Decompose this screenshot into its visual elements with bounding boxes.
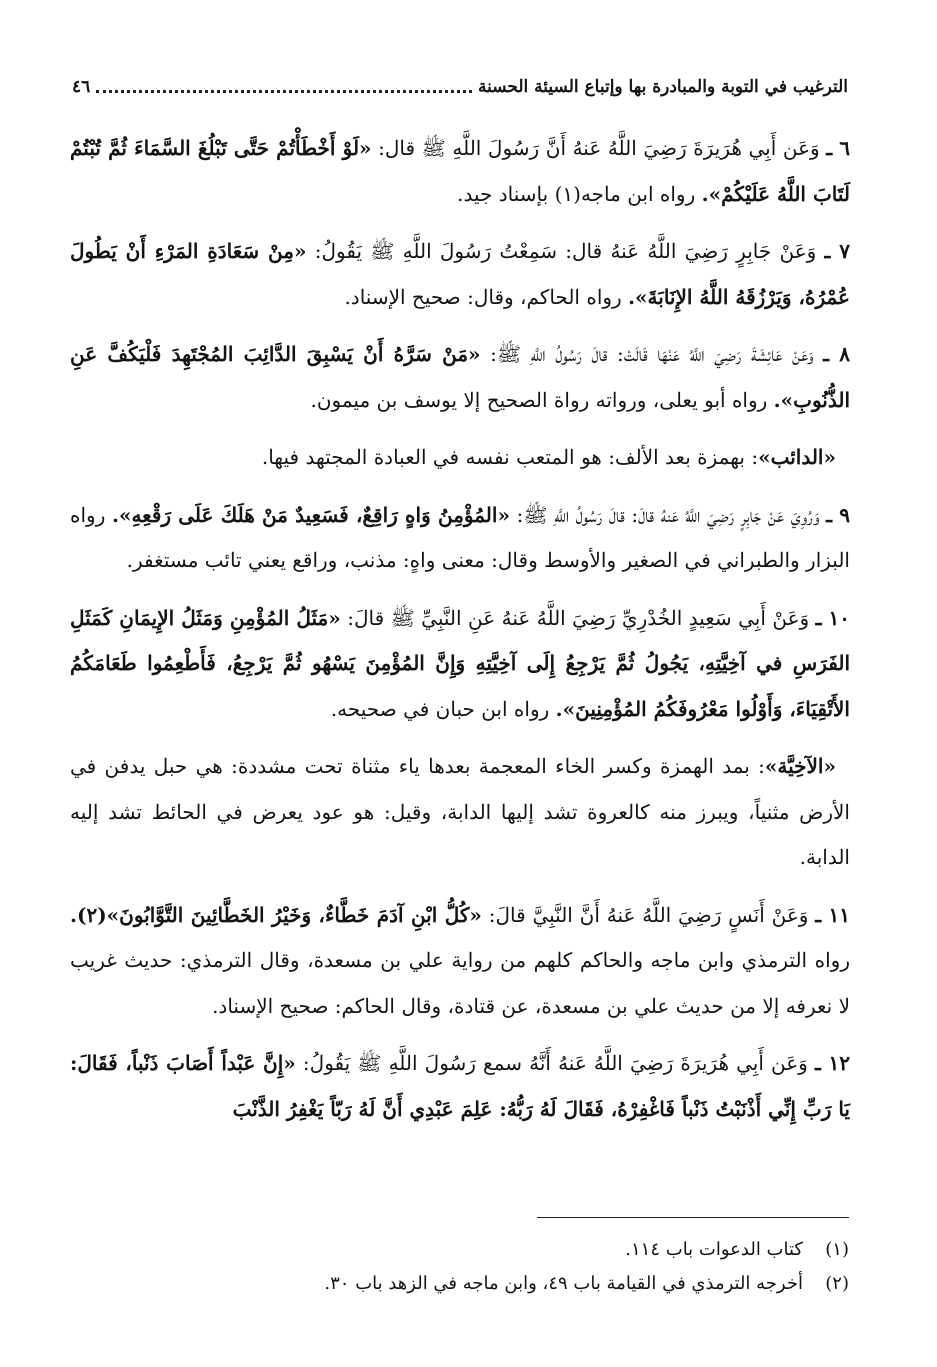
footnote-text: كتاب الدعوات باب ١١٤. xyxy=(625,1239,803,1260)
hadith-number: ٨ ـ xyxy=(823,342,851,366)
hadith-text: «مِنْ سَعَادَةِ المَرْءِ أَنْ يَطُولَ عُمْرُهُ، وَيَرْزُقَهُ اللَّهُ الإِنَابَةَ». xyxy=(70,239,850,309)
hadith-9 xyxy=(70,493,850,584)
hadith-number: ١٠ ـ xyxy=(815,605,851,630)
running-header xyxy=(72,72,848,102)
footnote-2 xyxy=(149,1267,849,1301)
hadith-number: ٩ ـ xyxy=(826,502,850,527)
hadith-source: رواه ابن حبان في صحيحه. xyxy=(330,696,550,721)
gloss-term: «الدائب» xyxy=(758,445,836,469)
footnote-marker: (١) xyxy=(825,1239,849,1260)
hadith-number: ٦ ـ xyxy=(826,136,851,160)
footnote-marker: (٢) xyxy=(825,1273,849,1294)
hadith-source: رواه البزار والطبراني في الصغير والأوسط وقال: معنى واهٍ: مذنب، وراقع يعني تائب مستغفر. xyxy=(70,502,850,572)
hadith-text: «مَثَلُ المُؤْمِنِ وَمَثَلُ الإِيمَانِ كَمَثَلِ الفَرَسِ في آخِيَّتِهِ، يَجُولُ ثُمَّ يَرْجِعُ إِلَى آخِيَّتِهِ وَإِنَّ المُؤْمِنَ يَسْهُو ثُمَّ يَرْجِعُ، فَأَطْعِمُوا طَعَامَكُمُ الأَتْقِيَاءَ، وَأَوْلُوا مَعْرُوفَكُمُ المُؤْمِنِينَ». xyxy=(70,605,850,721)
hadith-isnad: وَعَنْ أَبِي سَعِيدٍ الخُدْرِيِّ رَضِيَ اللَّهُ عَنهُ عَنِ النَّبِيِّ ﷺ قالَ: xyxy=(347,605,810,630)
hadith-6 xyxy=(70,126,850,217)
header-dot-leader xyxy=(96,90,472,93)
gloss-term: «الآخِيَّة» xyxy=(764,754,836,778)
footnote-text: أخرجه الترمذي في القيامة باب ٤٩، وابن ماجه في الزهد باب ٣٠. xyxy=(324,1273,803,1294)
hadith-number: ١٢ ـ xyxy=(814,1051,851,1075)
hadith-source: رواه ابن ماجه(١) بإسناد جيد. xyxy=(457,181,696,206)
hadith-11 xyxy=(70,893,850,1030)
hadith-8 xyxy=(70,332,850,423)
hadith-text: «مَنْ سَرَّهُ أَنْ يَسْبِقَ الدَّائِبَ المُجْتَهِدَ فَلْيَكُفَّ عَنِ الذُّنُوبِ». xyxy=(70,342,850,412)
hadith-source: رواه الحاكم، وقال: صحيح الإسناد. xyxy=(344,284,622,309)
hadith-text: «كُلُّ ابْنِ آدَمَ خَطَّاءٌ، وَخَيْرُ الخَطَّائِينَ التَّوَّابُونَ»(٢). xyxy=(70,902,482,927)
footnote-1 xyxy=(149,1233,849,1267)
gloss-definition: : بمد الهمزة وكسر الخاء المعجمة بعدها ياء مثناة تحت مشددة: هي حبل يدفن في الأرض مثنياً، ويبرز منه كالعروة تشد إليها الدابة، وقيل: هو عود يعرض في الحائط تشد إليه الدابة. xyxy=(70,754,850,869)
hadith-number: ١١ ـ xyxy=(815,902,851,927)
hadith-10 xyxy=(70,596,850,733)
gloss-definition: : بهمزة بعد الألف: هو المتعب نفسه في العبادة المجتهد فيها. xyxy=(261,445,759,469)
hadith-text: «لَوْ أَخْطَأْتُمْ حَتَّى تَبْلُغَ السَّمَاءَ ثُمَّ تُبْتُمْ لَتَابَ اللَّهُ عَلَيْكُمْ». xyxy=(70,136,850,206)
hadith-source: رواه الترمذي وابن ماجه والحاكم كلهم من رواية علي بن مسعدة، وقال الترمذي: حديث غريب لا نعرفه إلا من حديث علي بن مسعدة، عن قتادة، وقال الحاكم: صحيح الإسناد. xyxy=(70,948,850,1018)
hadith-isnad: وَعَنْ جَابِرٍ رَضِيَ اللَّهُ عَنهُ قال: سَمِعْتُ رَسُولَ اللَّهِ ﷺ يَقُولُ: xyxy=(314,239,817,263)
footnotes xyxy=(149,1233,849,1301)
hadith-number: ٧ ـ xyxy=(824,239,851,263)
hadith-isnad: وَرُوِيَ عَنْ جَابِرٍ رَضِيَ اللَّهُ عَنهُ قالَ: قالَ رَسُولُ اللَّهِ ﷺ: xyxy=(516,502,820,527)
gloss-akhiyya xyxy=(70,744,850,881)
hadith-text: «إِنَّ عَبْداً أَصَابَ ذَنْباً، فَقَالَ: يَا رَبِّ إِنِّي أَذْنَبْتُ ذَنْباً فَاغْفِرْهُ، فَقَالَ لَهُ رَبُّهُ: عَلِمَ عَبْدِي أَنَّ لَهُ رَبّاً يَغْفِرُ الذَّنْبَ xyxy=(70,1051,850,1121)
hadith-text: «المُؤْمِنُ وَاهٍ رَاقِعٌ، فَسَعِيدٌ مَنْ هَلَكَ عَلَى رَقْعِهِ». xyxy=(111,502,510,527)
running-title: الترغيب في التوبة والمبادرة بها وإتباع السيئة الحسنة xyxy=(477,77,848,97)
gloss-daib xyxy=(70,435,850,481)
hadith-7 xyxy=(70,229,850,320)
hadith-12 xyxy=(70,1041,850,1132)
hadith-isnad: وَعَن أَبِي هُرَيرَةَ رَضِيَ اللَّهُ عَنهُ أَنَّ رَسُولَ اللَّهِ ﷺ قال: xyxy=(378,136,820,160)
hadith-isnad: وَعَن أَبِي هُرَيرَةَ رَضِيَ اللَّهُ عَنهُ أَنَّهُ سمع رَسُولَ اللَّهِ ﷺ يَقُولُ: xyxy=(302,1051,808,1075)
hadith-source: رواه أبو يعلى، ورواته رواة الصحيح إلا يوسف بن ميمون. xyxy=(310,387,768,412)
hadith-isnad: وَعَنْ أَنَسٍ رَضِيَ اللَّهُ عَنهُ أَنَّ النَّبِيَّ قالَ: xyxy=(488,902,809,927)
main-text xyxy=(70,126,850,1144)
hadith-isnad: وَعَنْ عَائِشَةَ رَضِيَ اللَّهُ عَنْهَا قَالَتْ: قالَ رَسُولُ اللَّهِ ﷺ: xyxy=(490,342,814,366)
footnote-separator xyxy=(537,1217,849,1218)
page-number: ٤٦ xyxy=(72,77,91,97)
